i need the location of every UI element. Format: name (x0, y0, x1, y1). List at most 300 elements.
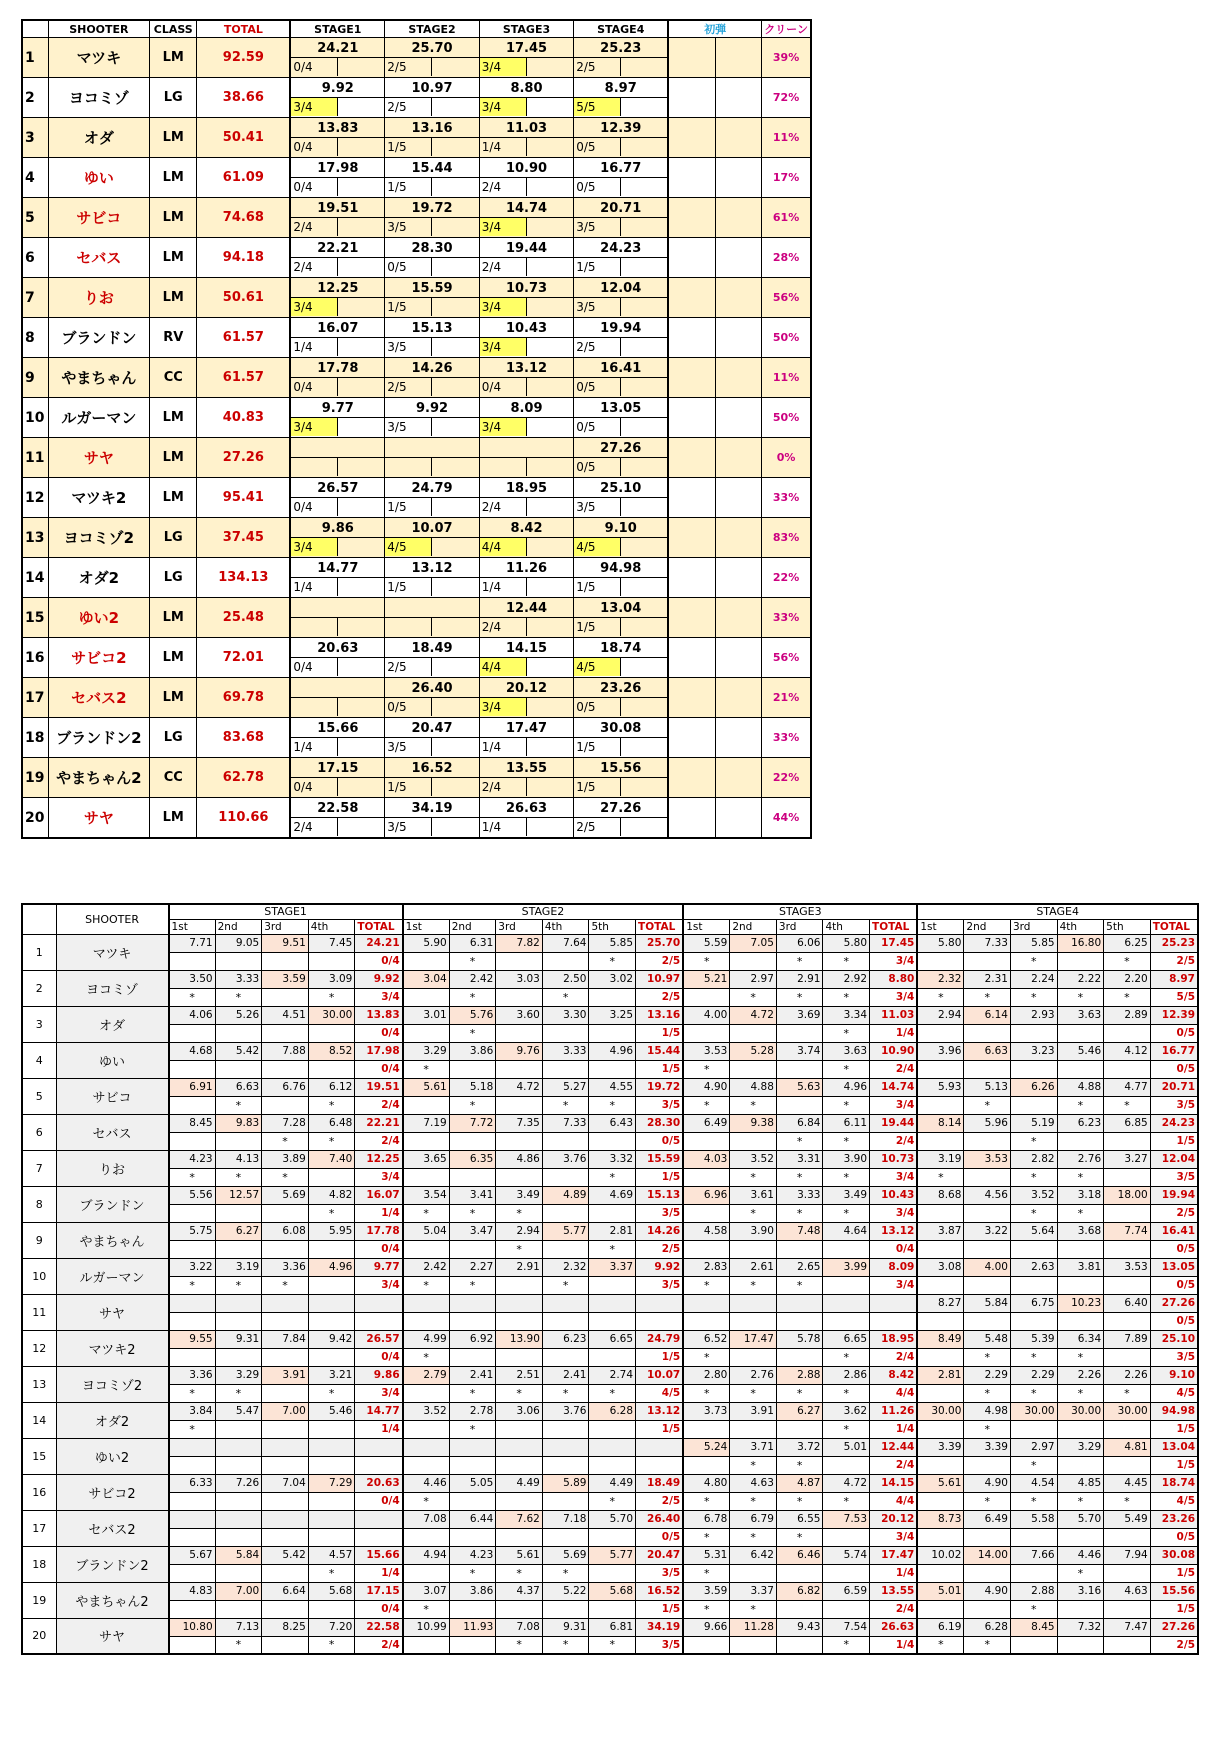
shot-time: 3.36 (262, 1258, 309, 1276)
stage-hit-fraction: 2/5 (636, 1240, 684, 1258)
shot-time: 3.21 (308, 1366, 355, 1384)
stage-time: 12.39 (574, 118, 667, 137)
shot-time (730, 1294, 777, 1312)
shot-time: 9.51 (262, 934, 309, 952)
stage3-cell (479, 758, 573, 798)
hits-spacer (621, 378, 667, 396)
first-shot-a (668, 718, 715, 758)
hit-mark-empty (964, 1024, 1011, 1042)
stage1-cell (290, 358, 384, 398)
shot-time: 5.96 (964, 1114, 1011, 1132)
total-time: 134.13 (197, 558, 290, 598)
stage-hit-fraction: 3/5 (1150, 1348, 1198, 1366)
detail-col-header: 1st (683, 919, 730, 934)
clean-rate: 33% (762, 478, 811, 518)
hit-mark-icon: * (823, 1132, 870, 1150)
hit-mark-empty (262, 952, 309, 970)
hit-mark-icon: * (589, 952, 636, 970)
shot-time: 3.18 (1057, 1186, 1104, 1204)
shot-time: 6.91 (169, 1078, 216, 1096)
hit-mark-icon: * (403, 1600, 450, 1618)
hit-mark-empty (1104, 1348, 1151, 1366)
hit-fraction: 3/4 (480, 698, 527, 716)
stage-hits (385, 177, 478, 196)
shot-time: 9.31 (542, 1618, 589, 1636)
hit-fraction: 3/4 (480, 418, 527, 436)
detail-row-times (22, 1330, 1198, 1348)
hit-fraction: 1/5 (385, 178, 432, 196)
shot-time: 4.03 (683, 1150, 730, 1168)
hit-mark-icon: * (730, 1600, 777, 1618)
hits-spacer (338, 498, 384, 516)
summary-row (22, 718, 811, 758)
shot-time: 3.03 (496, 970, 543, 988)
detail-row-times (22, 970, 1198, 988)
rank-number: 18 (22, 718, 48, 758)
hit-mark-empty (403, 1456, 450, 1474)
stage-hit-fraction: 1/5 (636, 1060, 684, 1078)
detail-shooter-name: サビコ2 (56, 1474, 168, 1510)
stage-time: 25.10 (574, 478, 667, 497)
first-shot-b (715, 358, 761, 398)
hit-mark-icon: * (730, 1528, 777, 1546)
shot-time: 6.65 (823, 1330, 870, 1348)
shot-time: 6.49 (683, 1114, 730, 1132)
hit-mark-empty (449, 1132, 496, 1150)
hit-mark-empty (496, 988, 543, 1006)
shot-time: 16.80 (1057, 934, 1104, 952)
first-shot-b (715, 398, 761, 438)
clean-rate: 21% (762, 678, 811, 718)
hits-spacer (527, 618, 573, 636)
shot-time: 3.59 (683, 1582, 730, 1600)
shot-time: 3.41 (449, 1186, 496, 1204)
stage-hits (480, 817, 573, 836)
shot-time (403, 1438, 450, 1456)
hit-mark-empty (964, 1564, 1011, 1582)
hit-mark-empty (1104, 1204, 1151, 1222)
first-shot-a (668, 118, 715, 158)
hit-fraction: 1/4 (480, 738, 527, 756)
shot-time: 4.81 (1104, 1438, 1151, 1456)
shot-time: 7.28 (262, 1114, 309, 1132)
stage-time: 15.44 (385, 158, 478, 177)
hit-mark-empty (169, 1204, 216, 1222)
shot-time: 3.04 (403, 970, 450, 988)
stage-total: 11.26 (870, 1402, 918, 1420)
hit-mark-empty (169, 1348, 216, 1366)
stage2-cell (385, 598, 479, 638)
stage-hits (480, 97, 573, 116)
shot-time: 4.89 (542, 1186, 589, 1204)
stage-time: 14.26 (385, 358, 478, 377)
summary-row (22, 638, 811, 678)
rank-number: 14 (22, 558, 48, 598)
hit-mark-empty (683, 1312, 730, 1330)
hit-mark-empty (542, 1348, 589, 1366)
stage-hits (385, 377, 478, 396)
stage-time: 9.77 (291, 398, 384, 417)
shot-time: 3.53 (964, 1150, 1011, 1168)
hit-fraction: 2/5 (385, 378, 432, 396)
shot-time: 7.48 (776, 1222, 823, 1240)
hits-spacer (527, 818, 573, 836)
hit-mark-empty (730, 1564, 777, 1582)
hit-mark-icon: * (169, 1420, 216, 1438)
shooter-name: オダ (48, 118, 150, 158)
stage-total: 19.44 (870, 1114, 918, 1132)
hit-mark-icon: * (823, 1384, 870, 1402)
shot-time (449, 1438, 496, 1456)
stage4-cell (574, 78, 668, 118)
shot-time: 5.68 (308, 1582, 355, 1600)
stage-hit-fraction (636, 1456, 684, 1474)
stage-hits (291, 737, 384, 756)
detail-col-header: 4th (542, 919, 589, 934)
detail-rank-number: 7 (22, 1150, 56, 1186)
stage-total (636, 1438, 684, 1456)
detail-row-marks (22, 1564, 1198, 1582)
first-shot-b (715, 78, 761, 118)
hit-mark-empty (262, 1456, 309, 1474)
header-clean: クリーン (762, 20, 811, 38)
stage-hits (291, 697, 384, 716)
summary-header-row (22, 20, 811, 38)
summary-row (22, 198, 811, 238)
stage-hit-fraction: 1/5 (636, 1420, 684, 1438)
stage-hits (574, 577, 667, 596)
shot-time: 6.64 (262, 1582, 309, 1600)
first-shot-b (715, 438, 761, 478)
shot-time: 5.85 (589, 934, 636, 952)
hit-mark-empty (1010, 1636, 1057, 1654)
hit-mark-empty (1104, 1168, 1151, 1186)
stage-hit-fraction (355, 1528, 403, 1546)
shooter-class: CC (150, 358, 197, 398)
shot-time: 4.88 (1057, 1078, 1104, 1096)
stage-hit-fraction: 3/5 (636, 1096, 684, 1114)
stage-total: 13.12 (636, 1402, 684, 1420)
shot-time: 4.96 (823, 1078, 870, 1096)
stage-hit-fraction: 4/5 (636, 1384, 684, 1402)
hit-fraction: 3/4 (291, 538, 338, 556)
stage2-cell (385, 238, 479, 278)
stage-hit-fraction (355, 1312, 403, 1330)
stage-hits (385, 337, 478, 356)
hit-mark-empty (964, 1312, 1011, 1330)
detail-row-times (22, 1618, 1198, 1636)
stage4-cell (574, 198, 668, 238)
hit-mark-icon: * (1057, 988, 1104, 1006)
shot-time: 6.49 (964, 1510, 1011, 1528)
hits-spacer (527, 538, 573, 556)
shot-time (169, 1510, 216, 1528)
shot-time: 5.48 (964, 1330, 1011, 1348)
hit-fraction: 0/5 (385, 258, 432, 276)
stage-time (385, 598, 478, 617)
stage-time: 10.97 (385, 78, 478, 97)
shot-time: 4.83 (169, 1582, 216, 1600)
shot-time (589, 1294, 636, 1312)
summary-row (22, 518, 811, 558)
hit-mark-empty (542, 1024, 589, 1042)
hit-mark-empty (308, 1528, 355, 1546)
stage-total: 14.15 (870, 1474, 918, 1492)
hits-spacer (338, 58, 384, 76)
stage-hit-fraction: 0/4 (355, 1600, 403, 1618)
summary-row (22, 758, 811, 798)
summary-table (21, 19, 812, 839)
hits-spacer (621, 618, 667, 636)
shot-time: 30.00 (1104, 1402, 1151, 1420)
shot-time: 9.38 (730, 1114, 777, 1132)
shot-time: 3.84 (169, 1402, 216, 1420)
stage-hits (480, 577, 573, 596)
rank-number: 9 (22, 358, 48, 398)
detail-col-header: 5th (1104, 919, 1151, 934)
stage-hits (291, 377, 384, 396)
hit-mark-empty (1010, 1420, 1057, 1438)
hit-mark-empty (964, 1240, 1011, 1258)
stage-total: 30.08 (1150, 1546, 1198, 1564)
shot-time: 6.82 (776, 1582, 823, 1600)
shot-time: 3.49 (823, 1186, 870, 1204)
stage-hit-fraction: 0/5 (636, 1528, 684, 1546)
shot-time: 3.86 (449, 1042, 496, 1060)
shot-time: 3.90 (730, 1222, 777, 1240)
hit-mark-empty (776, 1312, 823, 1330)
hits-spacer (432, 298, 478, 316)
stage-hits (385, 737, 478, 756)
stage-hit-fraction: 3/5 (636, 1564, 684, 1582)
header-no (22, 20, 48, 38)
hit-mark-empty (730, 1312, 777, 1330)
stage-total: 8.09 (870, 1258, 918, 1276)
summary-row (22, 478, 811, 518)
hit-mark-icon: * (1104, 1492, 1151, 1510)
stage-total: 16.77 (1150, 1042, 1198, 1060)
shot-time: 5.46 (308, 1402, 355, 1420)
stage-total: 14.26 (636, 1222, 684, 1240)
stage-hits (480, 657, 573, 676)
shot-time: 7.35 (496, 1114, 543, 1132)
hits-spacer (527, 98, 573, 116)
hit-mark-icon: * (449, 988, 496, 1006)
hit-mark-empty (964, 1168, 1011, 1186)
stage-total: 10.07 (636, 1366, 684, 1384)
hit-mark-empty (589, 1348, 636, 1366)
hits-spacer (338, 698, 384, 716)
detail-shooter-name: セバス (56, 1114, 168, 1150)
stage3-cell (479, 358, 573, 398)
detail-shooter-name: マツキ (56, 934, 168, 970)
shot-time: 4.94 (403, 1546, 450, 1564)
stage3-cell (479, 798, 573, 839)
stage-hit-fraction: 2/4 (870, 1456, 918, 1474)
stage-hit-fraction: 1/5 (636, 1168, 684, 1186)
shooter-class: CC (150, 758, 197, 798)
hit-mark-empty (496, 1312, 543, 1330)
detail-rank-number: 2 (22, 970, 56, 1006)
hit-mark-empty (215, 1312, 262, 1330)
detail-shooter-name: ヨコミゾ2 (56, 1366, 168, 1402)
hit-mark-empty (917, 1060, 964, 1078)
stage3-cell (479, 478, 573, 518)
hits-spacer (621, 58, 667, 76)
stage-hit-fraction: 1/4 (355, 1204, 403, 1222)
summary-row (22, 78, 811, 118)
stage-total: 22.58 (355, 1618, 403, 1636)
hit-fraction: 0/5 (574, 138, 621, 156)
stage2-cell (385, 278, 479, 318)
first-shot-b (715, 558, 761, 598)
hit-mark-empty (403, 1564, 450, 1582)
first-shot-b (715, 198, 761, 238)
stage-hits (480, 57, 573, 76)
shot-time: 4.56 (964, 1186, 1011, 1204)
hit-mark-empty (262, 1204, 309, 1222)
detail-row-marks (22, 1240, 1198, 1258)
shot-time: 3.59 (262, 970, 309, 988)
stage1-cell (290, 638, 384, 678)
stage-total: 28.30 (636, 1114, 684, 1132)
shooter-name: サヤ (48, 798, 150, 839)
detail-row-marks (22, 1636, 1198, 1654)
stage3-cell (479, 318, 573, 358)
shot-time: 5.13 (964, 1078, 1011, 1096)
shot-time: 7.53 (823, 1510, 870, 1528)
hit-mark-empty (215, 1528, 262, 1546)
hit-mark-empty (917, 1384, 964, 1402)
header-class: CLASS (150, 20, 197, 38)
stage4-cell (574, 38, 668, 78)
shot-time: 5.49 (1104, 1510, 1151, 1528)
stage-hits (385, 417, 478, 436)
hit-mark-icon: * (917, 1168, 964, 1186)
detail-rank-number: 10 (22, 1258, 56, 1294)
shot-time: 10.99 (403, 1618, 450, 1636)
shot-time: 5.85 (1010, 934, 1057, 952)
stage-hit-fraction: 3/4 (870, 1204, 918, 1222)
shot-time: 4.49 (589, 1474, 636, 1492)
hit-fraction: 2/4 (480, 618, 527, 636)
hit-mark-icon: * (449, 1204, 496, 1222)
shot-time: 3.91 (730, 1402, 777, 1420)
hit-mark-empty (917, 1600, 964, 1618)
detail-col-header: 2nd (215, 919, 262, 934)
stage-time: 13.05 (574, 398, 667, 417)
hits-spacer (338, 458, 384, 476)
shot-time: 4.87 (776, 1474, 823, 1492)
hit-mark-empty (683, 1132, 730, 1150)
shot-time: 2.82 (1010, 1150, 1057, 1168)
hit-fraction: 3/4 (291, 418, 338, 436)
stage1-cell (290, 798, 384, 839)
hit-mark-icon: * (403, 1060, 450, 1078)
clean-rate: 56% (762, 638, 811, 678)
stage-hit-fraction: 1/5 (636, 1600, 684, 1618)
shooter-name: ブランドン (48, 318, 150, 358)
hits-spacer (621, 298, 667, 316)
shot-time (308, 1438, 355, 1456)
hit-fraction: 4/5 (385, 538, 432, 556)
shot-time: 5.64 (1010, 1222, 1057, 1240)
stage-hit-fraction: 1/5 (1150, 1600, 1198, 1618)
stage-hits (574, 817, 667, 836)
detail-row-marks (22, 1060, 1198, 1078)
shot-time: 6.92 (449, 1330, 496, 1348)
shot-time: 3.08 (917, 1258, 964, 1276)
hit-mark-empty (823, 1276, 870, 1294)
shot-time: 3.09 (308, 970, 355, 988)
hit-fraction: 0/5 (574, 178, 621, 196)
first-shot-b (715, 278, 761, 318)
stage-total: 15.59 (636, 1150, 684, 1168)
detail-row-marks (22, 1528, 1198, 1546)
shot-time: 8.73 (917, 1510, 964, 1528)
hit-fraction: 1/4 (291, 738, 338, 756)
shot-time: 3.37 (730, 1582, 777, 1600)
detail-header-row-2 (22, 919, 1198, 934)
stage-hits (480, 297, 573, 316)
detail-table (21, 903, 1199, 1655)
hit-fraction: 3/4 (291, 298, 338, 316)
hit-fraction: 3/5 (574, 498, 621, 516)
shot-time: 4.90 (964, 1474, 1011, 1492)
summary-row (22, 158, 811, 198)
hit-mark-empty (169, 1564, 216, 1582)
shot-time: 4.12 (1104, 1042, 1151, 1060)
shot-time: 4.00 (683, 1006, 730, 1024)
stage-time: 14.15 (480, 638, 573, 657)
stage-total: 24.23 (1150, 1114, 1198, 1132)
hit-mark-icon: * (1057, 1168, 1104, 1186)
hit-mark-empty (730, 1240, 777, 1258)
stage-hit-fraction: 2/5 (1150, 1636, 1198, 1654)
stage4-cell (574, 158, 668, 198)
hit-mark-icon: * (823, 1096, 870, 1114)
shot-time: 2.89 (1104, 1006, 1151, 1024)
stage-time (291, 678, 384, 697)
detail-shooter-name: オダ2 (56, 1402, 168, 1438)
hit-mark-empty (169, 952, 216, 970)
hit-mark-empty (1057, 1132, 1104, 1150)
hits-spacer (338, 578, 384, 596)
hit-mark-icon: * (308, 1636, 355, 1654)
shot-time: 8.25 (262, 1618, 309, 1636)
total-time: 61.57 (197, 318, 290, 358)
first-shot-b (715, 478, 761, 518)
stage-total: 17.98 (355, 1042, 403, 1060)
hits-spacer (338, 298, 384, 316)
stage-total: 27.26 (1150, 1618, 1198, 1636)
stage-hits (385, 657, 478, 676)
shot-time: 9.05 (215, 934, 262, 952)
hit-mark-empty (1010, 1096, 1057, 1114)
detail-row-marks (22, 1312, 1198, 1330)
detail-row-times (22, 1222, 1198, 1240)
first-shot-a (668, 198, 715, 238)
hit-mark-icon: * (542, 1636, 589, 1654)
hit-mark-icon: * (823, 1348, 870, 1366)
hit-fraction (480, 458, 527, 476)
shot-time: 6.46 (776, 1546, 823, 1564)
stage2-cell (385, 318, 479, 358)
hit-fraction: 4/4 (480, 658, 527, 676)
detail-row-marks (22, 1132, 1198, 1150)
shot-time: 3.33 (776, 1186, 823, 1204)
stage-hit-fraction: 0/5 (636, 1132, 684, 1150)
